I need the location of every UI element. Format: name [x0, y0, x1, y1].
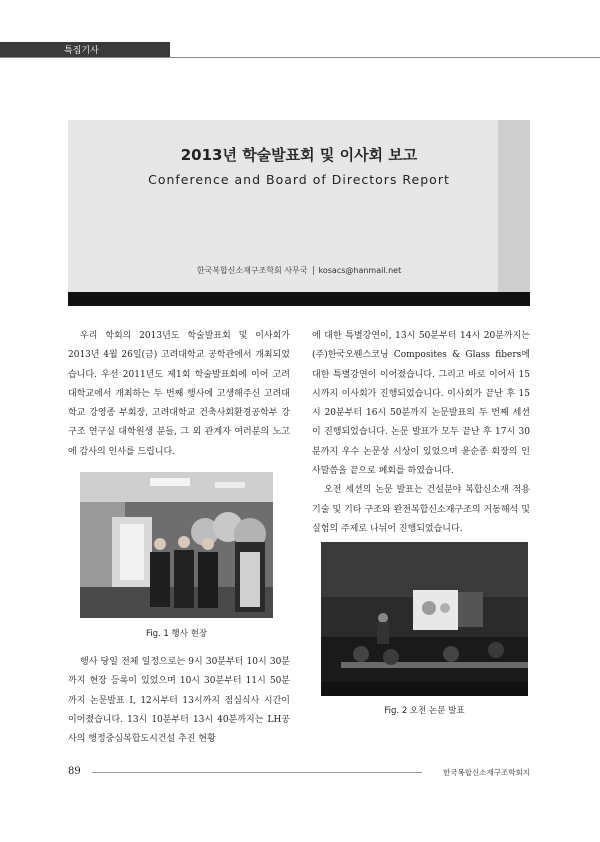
journal-name: 한국복합신소재구조학회지 — [443, 768, 530, 777]
author-name: 한국복합신소재구조학회 사무국 — [196, 266, 308, 275]
figure-caption: Fig. 1 행사 현장 — [145, 629, 208, 639]
author-email: kosacs@hanmail.net — [318, 266, 402, 275]
page-number: 89 — [68, 766, 81, 777]
paragraph: 에 대한 특별강연이, 13시 50분부터 14시 20분까지는 (주)한국오웬스코닝 Composites & Glass fibers에 대한 특별강연이 이어졌습니다. 그리고 바로 이어서 15시까지 이사회가 진행되었습니다. 이사회가 끝난 후 15시 20분부터 16시 50분까지 논문발표의 두 번째 세션이 진행되었습니다. 논문 발표가 모두 끝난 후 17시 30분까지 우수 논문상 시상이 있었으며 윤순종 회장의 인사말씀을 끝으로 폐회를 하였습니다. — [312, 331, 530, 477]
title-bottom-band — [68, 292, 530, 306]
footer-rule — [92, 772, 422, 773]
header-rule — [0, 57, 600, 58]
author-line — [68, 265, 530, 276]
paragraph: 오전 세션의 논문 발표는 건설분야 복합신소재 적용기술 및 기타 구조와 완전복합신소재구조의 거동해석 및 실험의 주제로 나뉘어 진행되었습니다. — [312, 485, 530, 534]
presentation-photo — [321, 542, 528, 696]
section-header-bar — [0, 42, 170, 58]
left-column-top — [68, 327, 290, 462]
right-column — [312, 327, 530, 539]
author-separator — [313, 266, 314, 275]
figure-caption: Fig. 2 오전 논문 발표 — [384, 706, 465, 716]
left-column-bottom — [68, 653, 290, 749]
article-subtitle: Conference and Board of Directors Report — [148, 172, 450, 187]
paragraph: 우리 학회의 2013년도 학술발표회 및 이사회가 2013년 4월 26일(금) 고려대학교 공학관에서 개최되었습니다. 우선 2011년도 제1회 학술발표회에 이어 고려대학교에서 개최하는 두 번째 행사에 고생해주신 고려대학교 강영종 부회장, 고려대학교 건축사회환경공학부 강구조 연구실 대학원생 분들, 그 외 관계자 여러분의 노고에 감사의 인사를 드립니다. — [68, 331, 290, 457]
article-title: 2013년 학술발표회 및 이사회 보고 — [180, 146, 418, 164]
paragraph: 행사 당일 전체 일정으로는 9시 30분부터 10시 30분까지 현장 등록이 있었으며 10시 30분부터 11시 50분까지 논문발표 I, 12시부터 13시까지 점심식사 시간이 이어졌습니다. 13시 10분부터 13시 40분까지는 LH공사의 행정중심복합도시건설 추진 현황 — [68, 657, 290, 745]
title-box — [68, 120, 530, 292]
section-label: 특집기사 — [64, 46, 99, 56]
event-photo — [80, 472, 273, 618]
